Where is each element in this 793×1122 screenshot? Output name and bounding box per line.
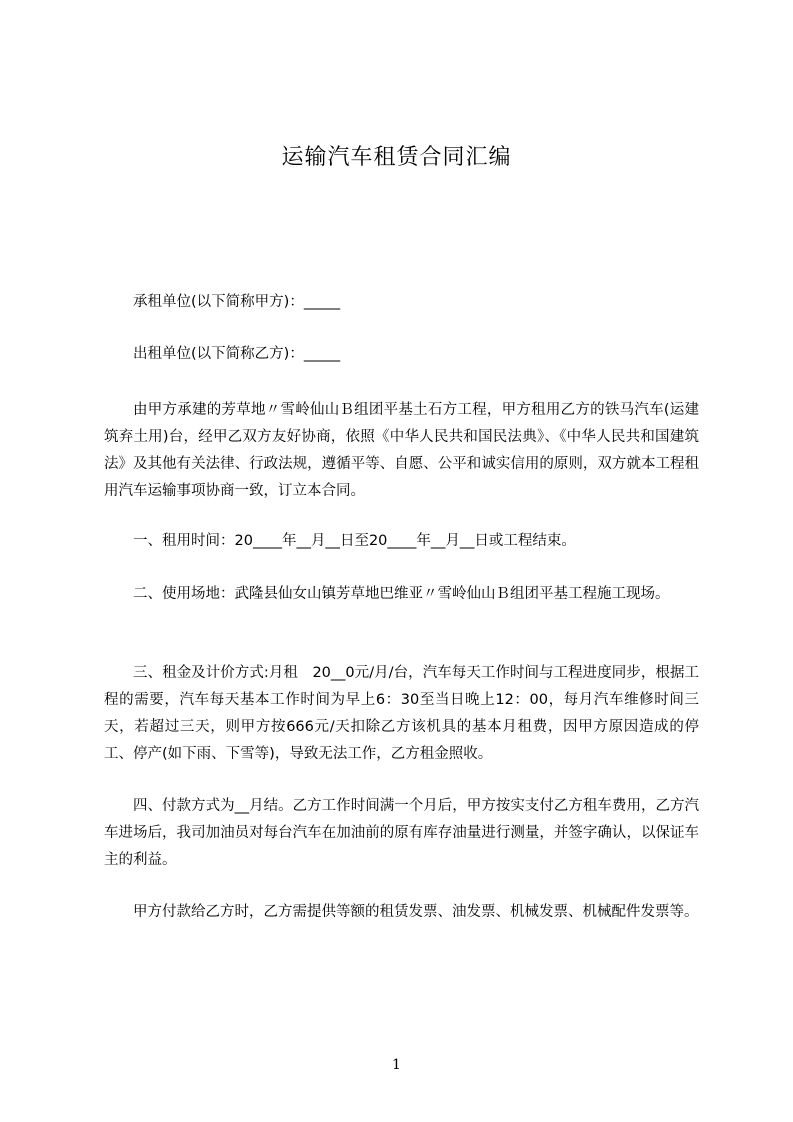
paragraph-clause-4-payment: 四、付款方式为__月结。乙方工作时间满一个月后，甲方按实支付乙方租车费用，乙方汽车进场后，我司加油员对每台汽车在加油前的原有库存油量进行测量，并签字确认，以保证车主的利益。	[104, 798, 699, 868]
paragraph-clause-3-rent: 三、租金及计价方式:月租 20__0元/月/台，汽车每天工作时间与工程进度同步，根据工程的需要，汽车每天基本工作时间为早上6：30至当日晚上12：00，每月汽车维修时间三天，若超过三天，则甲方按666元/天扣除乙方该机具的基本月租费，因甲方原因造成的停工、停产(如下雨、下雪等)，导致无法工作，乙方租金照收。	[104, 665, 699, 762]
document-title: 运输汽车租赁合同汇编	[281, 145, 512, 170]
paragraph-clause-2-site: 二、使用场地：武隆县仙女山镇芳草地巴维亚〃雪岭仙山Ｂ组团平基工程施工现场。	[133, 586, 670, 602]
paragraph-preamble: 由甲方承建的芳草地〃雪岭仙山Ｂ组团平基土石方工程，甲方租用乙方的铁马汽车(运建筑弃土用)台，经甲乙双方友好协商，依照《中华人民共和国民法典》、《中华人民共和国建筑法》及其他有关法律、行政法规，遵循平等、自愿、公平和诚实信用的原则，双方就本工程租用汽车运输事项协商一致，订立本合同。	[104, 402, 699, 499]
paragraph-lessor: 出租单位(以下简称乙方)：_____	[133, 346, 341, 362]
paragraph-invoice: 甲方付款给乙方时，乙方需提供等额的租赁发票、油发票、机械发票、机械配件发票等。	[133, 904, 699, 920]
page-number: 1	[392, 1057, 401, 1073]
paragraph-clause-1-rental-period: 一、租用时间：20____年__月__日至20____年__月__日或工程结束。	[133, 533, 576, 549]
paragraph-lessee: 承租单位(以下简称甲方)：_____	[133, 294, 341, 310]
